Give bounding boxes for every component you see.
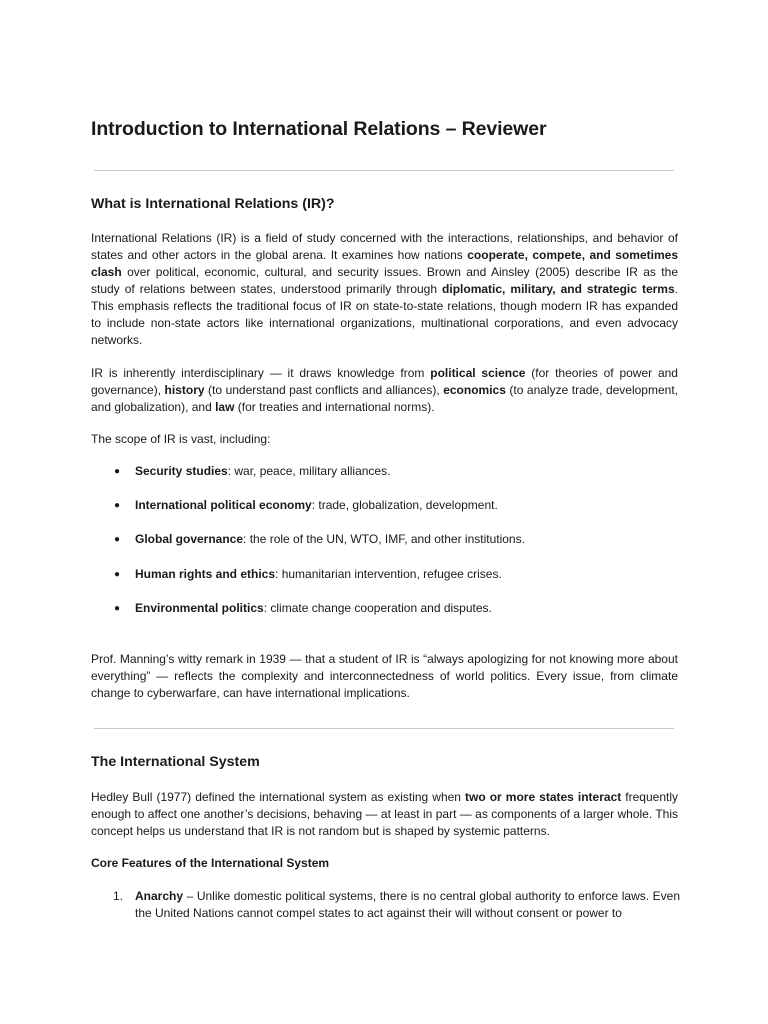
list-item-desc: : trade, globalization, development. [311,498,498,513]
paragraph-hedley-bull [91,789,678,840]
list-item-desc: : the role of the UN, WTO, IMF, and other institutions. [243,532,525,547]
text-run: over political, economic, cultural, and security issues. Brown and Ainsley (2005) describe IR as the study of relations between states, understood primarily through [91,265,678,296]
text-run: International Relations (IR) is a field of study concerned with the interactions, relationships, and behavior of states and other actors in the global arena. It examines how nations [91,231,678,262]
list-item [91,463,678,497]
list-item-desc: : humanitarian intervention, refugee crises. [275,566,502,581]
paragraph-definition [91,230,678,349]
bullet-icon: ● [114,466,121,477]
text-run: frequently enough to affect one another’s decisions, behaving — at least in part — as components of a larger whole. This concept helps us understand that IR is not random but is shaped by systemic patterns. [91,790,678,838]
section-heading-international-system: The International System [91,754,260,770]
divider-top [94,170,674,171]
divider-middle [94,728,674,729]
emphasis-text: history [164,383,205,397]
subheading-core-features: Core Features of the International System [91,856,330,870]
text-run: (to understand past conflicts and alliances), [204,383,444,397]
text-run: (for theories of power and governance), [91,366,678,397]
list-item-desc: : war, peace, military alliances. [227,464,391,478]
numbered-item-term: Anarchy [135,889,184,903]
text-run: Hedley Bull (1977) defined the international system as existing when [91,790,466,804]
scope-list [91,463,678,634]
text-run: . This emphasis reflects the traditional focus of IR on state-to-state relations, though modern IR has expanded to include non-state actors like international organizations, multinational corporations, and even advocacy networks. [91,282,678,347]
text-run: (for treaties and international norms). [234,400,435,414]
text-run: (to analyze trade, development, and globalization), and [91,383,678,414]
bullet-icon: ● [114,568,121,580]
paragraph-manning-quote: Prof. Manning’s witty remark in 1939 — that a student of IR is “always apologizing for not knowing more about everything” — reflects the complexity and interconnectedness of world politics. Every issue, from climate change to cyberwarfare, can have international implications. [91,652,678,700]
numbered-item-desc: – Unlike domestic political systems, there is no central global authority to enforce laws. Even the United Nations cannot compel states to act against their will without consent or power to [135,889,680,920]
bullet-icon: ● [114,534,121,546]
list-item [91,566,678,600]
list-item-desc: : climate change cooperation and disputes. [263,600,492,615]
list-item-term: Environmental politics [135,600,264,615]
list-item [91,497,678,531]
list-item-term: International political economy [135,498,312,513]
section-heading-what-is-ir: What is International Relations (IR)? [91,196,335,212]
emphasis-text: two or more states interact [465,790,622,804]
numbered-item [91,888,680,922]
bullet-icon: ● [114,602,121,614]
emphasis-text: diplomatic, military, and strategic terms [442,282,675,296]
list-item-term: Human rights and ethics [135,566,276,581]
document-title: Introduction to International Relations – Reviewer [91,118,547,140]
paragraph-interdisciplinary [91,365,678,416]
emphasis-text: law [215,400,235,414]
emphasis-text: economics [443,383,506,397]
list-item-term: Security studies [135,464,228,478]
list-item-term: Global governance [135,532,244,547]
emphasis-text: cooperate, compete, and sometimes clash [91,248,678,279]
emphasis-text: political science [430,366,526,380]
item-number: 1. [113,889,124,903]
list-item [91,531,678,565]
paragraph-scope: The scope of IR is vast, including: [91,432,271,446]
list-item [91,600,678,634]
bullet-icon: ● [114,500,121,512]
core-features-list [91,888,680,922]
text-run: IR is inherently interdisciplinary — it draws knowledge from [91,366,431,380]
